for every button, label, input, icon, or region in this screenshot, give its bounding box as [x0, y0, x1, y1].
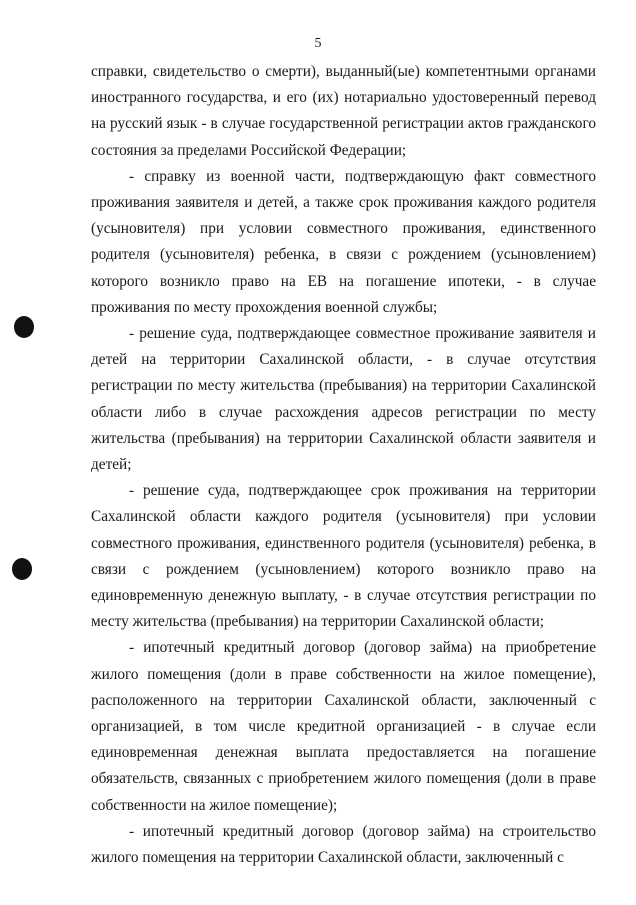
paragraph: - ипотечный кредитный договор (договор займа) на приобретение жилого помещения (доли в праве собственности на жилое помещение), расположенного на территории Сахалинской области, заключенный с организацией, в том числе кредитной организацией - в случае если единовременная денежная выплата предоставляется на погашение обязательств, связанных с приобретением жилого помещения (доли в праве собственности на жилое помещение);: [91, 639, 596, 814]
hole-punch-mark: [12, 558, 32, 580]
paragraph: - решение суда, подтверждающее срок проживания на территории Сахалинской области каждого родителя (усыновителя) при условии совместного проживания, единственного родителя (усыновителя) ребенка, в связи с рождением (усыновлением) которого возникло право на единовременную денежную выплату, - в случае отсутствия регистрации по месту жительства (пребывания) на территории Сахалинской области;: [91, 482, 596, 631]
paragraph: - ипотечный кредитный договор (договор займа) на строительство жилого помещения на территории Сахалинской области, заключенный с: [91, 822, 596, 867]
hole-punch-mark: [14, 316, 34, 338]
page-number: 5: [314, 36, 322, 51]
paragraph: - справку из военной части, подтверждающую факт совместного проживания заявителя и детей, а также срок проживания каждого родителя (усыновителя) при условии совместного проживания, единственного родителя (усыновителя) ребенка, в связи с рождением (усыновлением) которого возникло право на ЕВ на погашение ипотеки, - в случае проживания по месту прохождения военной службы;: [91, 167, 596, 316]
paragraph: справки, свидетельство о смерти), выданный(ые) компетентными органами иностранного государства, и его (их) нотариально удостоверенный перевод на русский язык - в случае государственной регистрации актов гражданского состояния за пределами Российской Федерации;: [91, 63, 596, 159]
paragraph: - решение суда, подтверждающее совместное проживание заявителя и детей на территории Сахалинской области, - в случае отсутствия регистрации по месту жительства (пребывания) на территории Сахалинской области либо в случае расхождения адресов регистрации по месту жительства (пребывания) на территории Сахалинской области заявителя и детей;: [91, 325, 596, 474]
document-body: [91, 59, 596, 871]
